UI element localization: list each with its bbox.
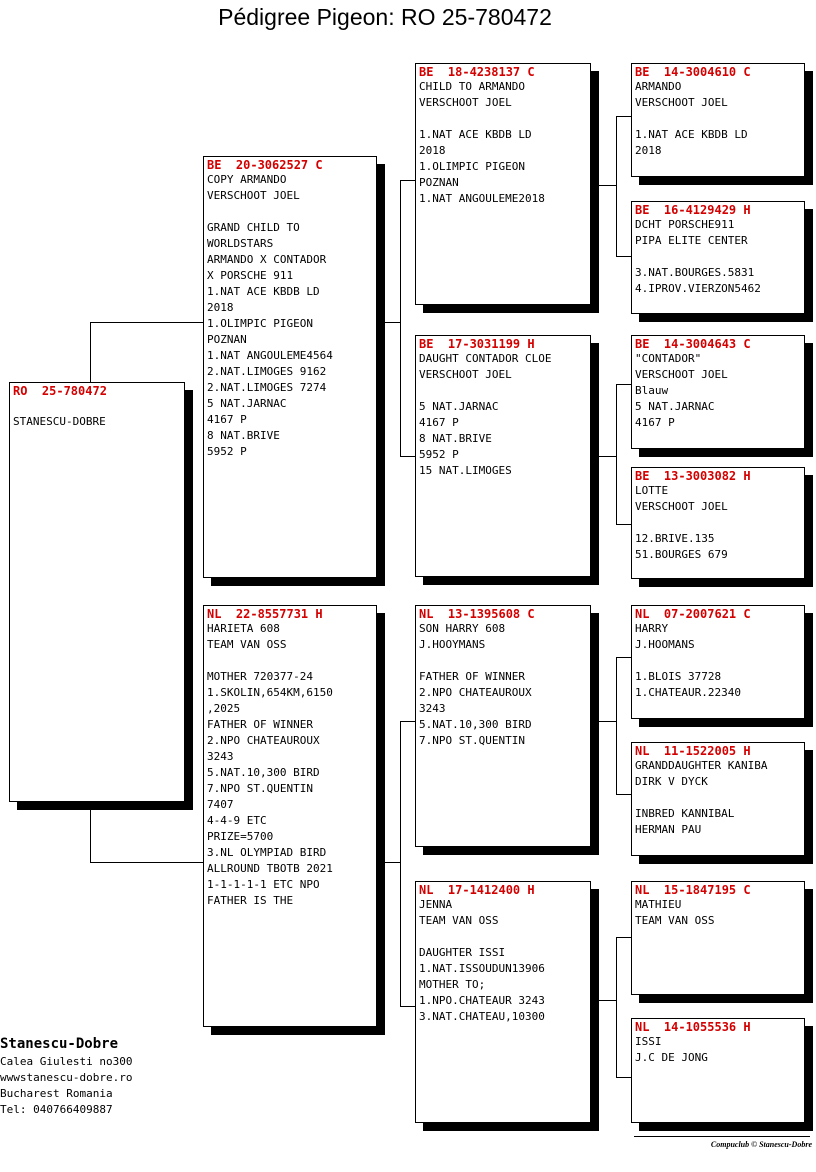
connector: [90, 862, 204, 863]
owner-city: Bucharest Romania: [0, 1087, 113, 1100]
pigeon-info-line: ALLROUND TBOTB 2021: [207, 862, 333, 875]
connector: [90, 322, 204, 323]
pigeon-info-line: VERSCHOOT JOEL: [207, 189, 300, 202]
pigeon-info-line: POZNAN: [207, 333, 247, 346]
owner-phone: Tel: 040766409887: [0, 1103, 113, 1116]
connector: [616, 116, 632, 117]
pigeon-info-line: TEAM VAN OSS: [419, 914, 499, 927]
pigeon-card-dam-dam-dam: [631, 1018, 805, 1123]
pigeon-info-line: 1.CHATEAUR.22340: [635, 686, 741, 699]
pigeon-info-line: 4.IPROV.VIERZON5462: [635, 282, 761, 295]
pigeon-info-line: 7.NPO ST.QUENTIN: [207, 782, 313, 795]
pigeon-info-line: FATHER OF WINNER: [207, 718, 313, 731]
footer-credit: Compuclub © Stanescu-Dobre: [710, 1140, 812, 1149]
pigeon-info-line: COPY ARMANDO: [207, 173, 287, 186]
pigeon-info-line: 1.NPO.CHATEAUR 3243: [419, 994, 545, 1007]
pigeon-info-line: 5952 P: [207, 445, 247, 458]
owner-website: wwwstanescu-dobre.ro: [0, 1071, 133, 1084]
pigeon-info-line: [419, 653, 587, 669]
pigeon-info-line: DAUGHT CONTADOR CLOE: [419, 352, 552, 365]
ring-number: BE 14-3004643 C: [635, 337, 751, 351]
pigeon-info-line: INBRED KANNIBAL: [635, 807, 735, 820]
pigeon-info-line: CHILD TO ARMANDO: [419, 80, 525, 93]
pigeon-card-dam-sire-sire: [631, 605, 805, 719]
ring-number: BE 18-4238137 C: [419, 65, 535, 79]
pigeon-info-line: [207, 204, 373, 220]
pigeon-info-line: TEAM VAN OSS: [207, 638, 287, 651]
pigeon-info-line: VERSCHOOT JOEL: [635, 96, 728, 109]
pigeon-info-line: DCHT PORSCHE911: [635, 218, 735, 231]
pigeon-info-line: 8 NAT.BRIVE: [207, 429, 280, 442]
pigeon-info-line: 1.OLIMPIC PIGEON: [419, 160, 525, 173]
connector: [384, 322, 401, 323]
pigeon-info-line: 15 NAT.LIMOGES: [419, 464, 512, 477]
pigeon-info-line: 4167 P: [207, 413, 247, 426]
pigeon-info-line: 3243: [207, 750, 234, 763]
connector: [616, 524, 632, 525]
pigeon-info-line: JENNA: [419, 898, 453, 911]
pigeon-info-line: MATHIEU: [635, 898, 682, 911]
connector: [400, 721, 416, 722]
pigeon-info-line: X PORSCHE 911: [207, 269, 294, 282]
pigeon-info-line: [635, 515, 801, 531]
connector: [616, 794, 632, 795]
connector: [400, 1006, 416, 1007]
pigeon-info-line: HARRY: [635, 622, 669, 635]
pigeon-info-line: 51.BOURGES 679: [635, 548, 728, 561]
pigeon-card-dam-dam-sire: [631, 881, 805, 995]
pigeon-info-line: 1.NAT.ISSOUDUN13906: [419, 962, 545, 975]
ring-number: NL 15-1847195 C: [635, 883, 751, 897]
owner-name: Stanescu-Dobre: [0, 1036, 119, 1052]
pigeon-card-sire-sire: [415, 63, 591, 305]
pigeon-info-line: ISSI: [635, 1035, 662, 1048]
connector: [598, 456, 616, 457]
pigeon-info-line: 5.NAT.10,300 BIRD: [207, 766, 320, 779]
pigeon-info-line: 1.SKOLIN,654KM,6150: [207, 686, 333, 699]
pigeon-info-line: 2.NPO CHATEAUROUX: [419, 686, 532, 699]
pigeon-info-line: TEAM VAN OSS: [635, 914, 715, 927]
pigeon-info-line: J.HOOYMANS: [419, 638, 486, 651]
pigeon-info-line: DAUGHTER ISSI: [419, 946, 506, 959]
pigeon-info-line: HERMAN PAU: [635, 823, 702, 836]
page-title: Pédigree Pigeon: RO 25-780472: [218, 4, 552, 30]
connector: [90, 810, 91, 862]
pigeon-info-line: 2018: [207, 301, 234, 314]
pigeon-info-line: "CONTADOR": [635, 352, 702, 365]
pigeon-info-line: 3.NAT.BOURGES.5831: [635, 266, 755, 279]
connector: [616, 116, 617, 256]
pigeon-info-line: 1.NAT ACE KBDB LD: [419, 128, 532, 141]
pigeon-card-sire-sire-dam: [631, 201, 805, 314]
pigeon-info-line: 1.BLOIS 37728: [635, 670, 722, 683]
pigeon-card-sire: [203, 156, 377, 578]
pigeon-info-line: ,2025: [207, 702, 241, 715]
pigeon-card-sire-dam: [415, 335, 591, 577]
pigeon-info-line: 2018: [635, 144, 662, 157]
pigeon-info-line: SON HARRY 608: [419, 622, 506, 635]
connector: [616, 937, 617, 1077]
pigeon-info-line: 1-1-1-1-1 ETC NPO: [207, 878, 320, 891]
pigeon-info-line: 2.NAT.LIMOGES 7274: [207, 381, 327, 394]
pigeon-info-line: FATHER OF WINNER: [419, 670, 525, 683]
connector: [90, 322, 91, 383]
connector: [400, 180, 401, 456]
ring-number: NL 14-1055536 H: [635, 1020, 751, 1034]
pigeon-info-line: WORLDSTARS: [207, 237, 274, 250]
pigeon-info-line: 2.NPO CHATEAUROUX: [207, 734, 320, 747]
pigeon-info-line: HARIETA 608: [207, 622, 280, 635]
pigeon-info-line: 8 NAT.BRIVE: [419, 432, 492, 445]
connector: [400, 180, 416, 181]
pigeon-info-line: [635, 249, 801, 265]
ring-number: NL 13-1395608 C: [419, 607, 535, 621]
pigeon-info-line: PIPA ELITE CENTER: [635, 234, 748, 247]
pigeon-info-line: FATHER IS THE: [207, 894, 294, 907]
connector: [598, 1000, 616, 1001]
owner-contact: [0, 1034, 132, 1118]
ring-number: NL 17-1412400 H: [419, 883, 535, 897]
pigeon-info-line: [635, 790, 801, 806]
pigeon-info-line: 1.NAT ACE KBDB LD: [207, 285, 320, 298]
pigeon-info-line: 7.NPO ST.QUENTIN: [419, 734, 525, 747]
pigeon-info-line: 1.NAT ACE KBDB LD: [635, 128, 748, 141]
pigeon-info-line: 7407: [207, 798, 234, 811]
pigeon-info-line: 3.NL OLYMPIAD BIRD: [207, 846, 327, 859]
pigeon-info-line: [419, 111, 587, 127]
pigeon-info-line: VERSCHOOT JOEL: [419, 96, 512, 109]
pigeon-info-line: 1.OLIMPIC PIGEON: [207, 317, 313, 330]
pigeon-info-line: POZNAN: [419, 176, 459, 189]
pigeon-info-line: ARMANDO: [635, 80, 682, 93]
pigeon-info-line: STANESCU-DOBRE: [13, 415, 106, 428]
pigeon-card-dam: [203, 605, 377, 1027]
pigeon-info-line: 4167 P: [419, 416, 459, 429]
connector: [400, 721, 401, 1006]
footer-divider: [634, 1136, 810, 1137]
pigeon-card-sire-dam-dam: [631, 467, 805, 579]
pigeon-info-line: [635, 653, 801, 669]
pigeon-info-line: 4167 P: [635, 416, 675, 429]
pigeon-info-line: VERSCHOOT JOEL: [419, 368, 512, 381]
ring-number: RO 25-780472: [13, 384, 107, 398]
pigeon-info-line: 3.NAT.CHATEAU,10300: [419, 1010, 545, 1023]
pigeon-info-line: [419, 383, 587, 399]
connector: [598, 721, 616, 722]
owner-address: Calea Giulesti no300: [0, 1055, 133, 1068]
pigeon-info-line: MOTHER 720377-24: [207, 670, 313, 683]
ring-number: BE 13-3003082 H: [635, 469, 751, 483]
pigeon-info-line: 5 NAT.JARNAC: [635, 400, 715, 413]
pigeon-info-line: DIRK V DYCK: [635, 775, 708, 788]
ring-number: BE 17-3031199 H: [419, 337, 535, 351]
pigeon-card-sire-dam-sire: [631, 335, 805, 449]
pigeon-card-subject: [9, 382, 185, 802]
pigeon-info-line: MOTHER TO;: [419, 978, 486, 991]
ring-number: NL 22-8557731 H: [207, 607, 323, 621]
pigeon-info-line: [419, 929, 587, 945]
pigeon-info-line: 5 NAT.JARNAC: [207, 397, 287, 410]
pigeon-card-dam-dam: [415, 881, 591, 1123]
pigeon-info-line: 3243: [419, 702, 446, 715]
pigeon-info-line: 1.NAT ANGOULEME4564: [207, 349, 333, 362]
pigeon-info-line: [207, 653, 373, 669]
connector: [616, 256, 632, 257]
pigeon-card-dam-sire-dam: [631, 742, 805, 856]
pigeon-info-line: GRAND CHILD TO: [207, 221, 300, 234]
pigeon-info-line: LOTTE: [635, 484, 669, 497]
pigeon-card-sire-sire-sire: [631, 63, 805, 177]
connector: [616, 657, 617, 794]
connector: [616, 937, 632, 938]
connector: [616, 384, 632, 385]
pigeon-info-line: 5.NAT.10,300 BIRD: [419, 718, 532, 731]
pigeon-info-line: J.HOOMANS: [635, 638, 695, 651]
connector: [400, 456, 416, 457]
pigeon-info-line: 5 NAT.JARNAC: [419, 400, 499, 413]
pigeon-info-line: Blauw: [635, 384, 669, 397]
connector: [616, 384, 617, 524]
ring-number: BE 14-3004610 C: [635, 65, 751, 79]
pigeon-info-line: VERSCHOOT JOEL: [635, 500, 728, 513]
ring-number: BE 20-3062527 C: [207, 158, 323, 172]
pigeon-info-line: 1.NAT ANGOULEME2018: [419, 192, 545, 205]
pigeon-info-line: 12.BRIVE.135: [635, 532, 715, 545]
pigeon-info-line: [635, 111, 801, 127]
connector: [598, 185, 616, 186]
ring-number: NL 07-2007621 C: [635, 607, 751, 621]
connector: [616, 1077, 632, 1078]
pigeon-info-line: ARMANDO X CONTADOR: [207, 253, 327, 266]
pigeon-info-line: VERSCHOOT JOEL: [635, 368, 728, 381]
ring-number: BE 16-4129429 H: [635, 203, 751, 217]
pigeon-card-dam-sire: [415, 605, 591, 847]
pigeon-info-line: GRANDDAUGHTER KANIBA: [635, 759, 768, 772]
connector: [616, 657, 632, 658]
pigeon-info-line: 2018: [419, 144, 446, 157]
ring-number: NL 11-1522005 H: [635, 744, 751, 758]
pigeon-info-line: [13, 398, 181, 414]
pigeon-info-line: PRIZE=5700: [207, 830, 274, 843]
connector: [384, 862, 401, 863]
pigeon-info-line: 2.NAT.LIMOGES 9162: [207, 365, 327, 378]
pigeon-info-line: J.C DE JONG: [635, 1051, 708, 1064]
pigeon-info-line: 4-4-9 ETC: [207, 814, 267, 827]
pigeon-info-line: 5952 P: [419, 448, 459, 461]
